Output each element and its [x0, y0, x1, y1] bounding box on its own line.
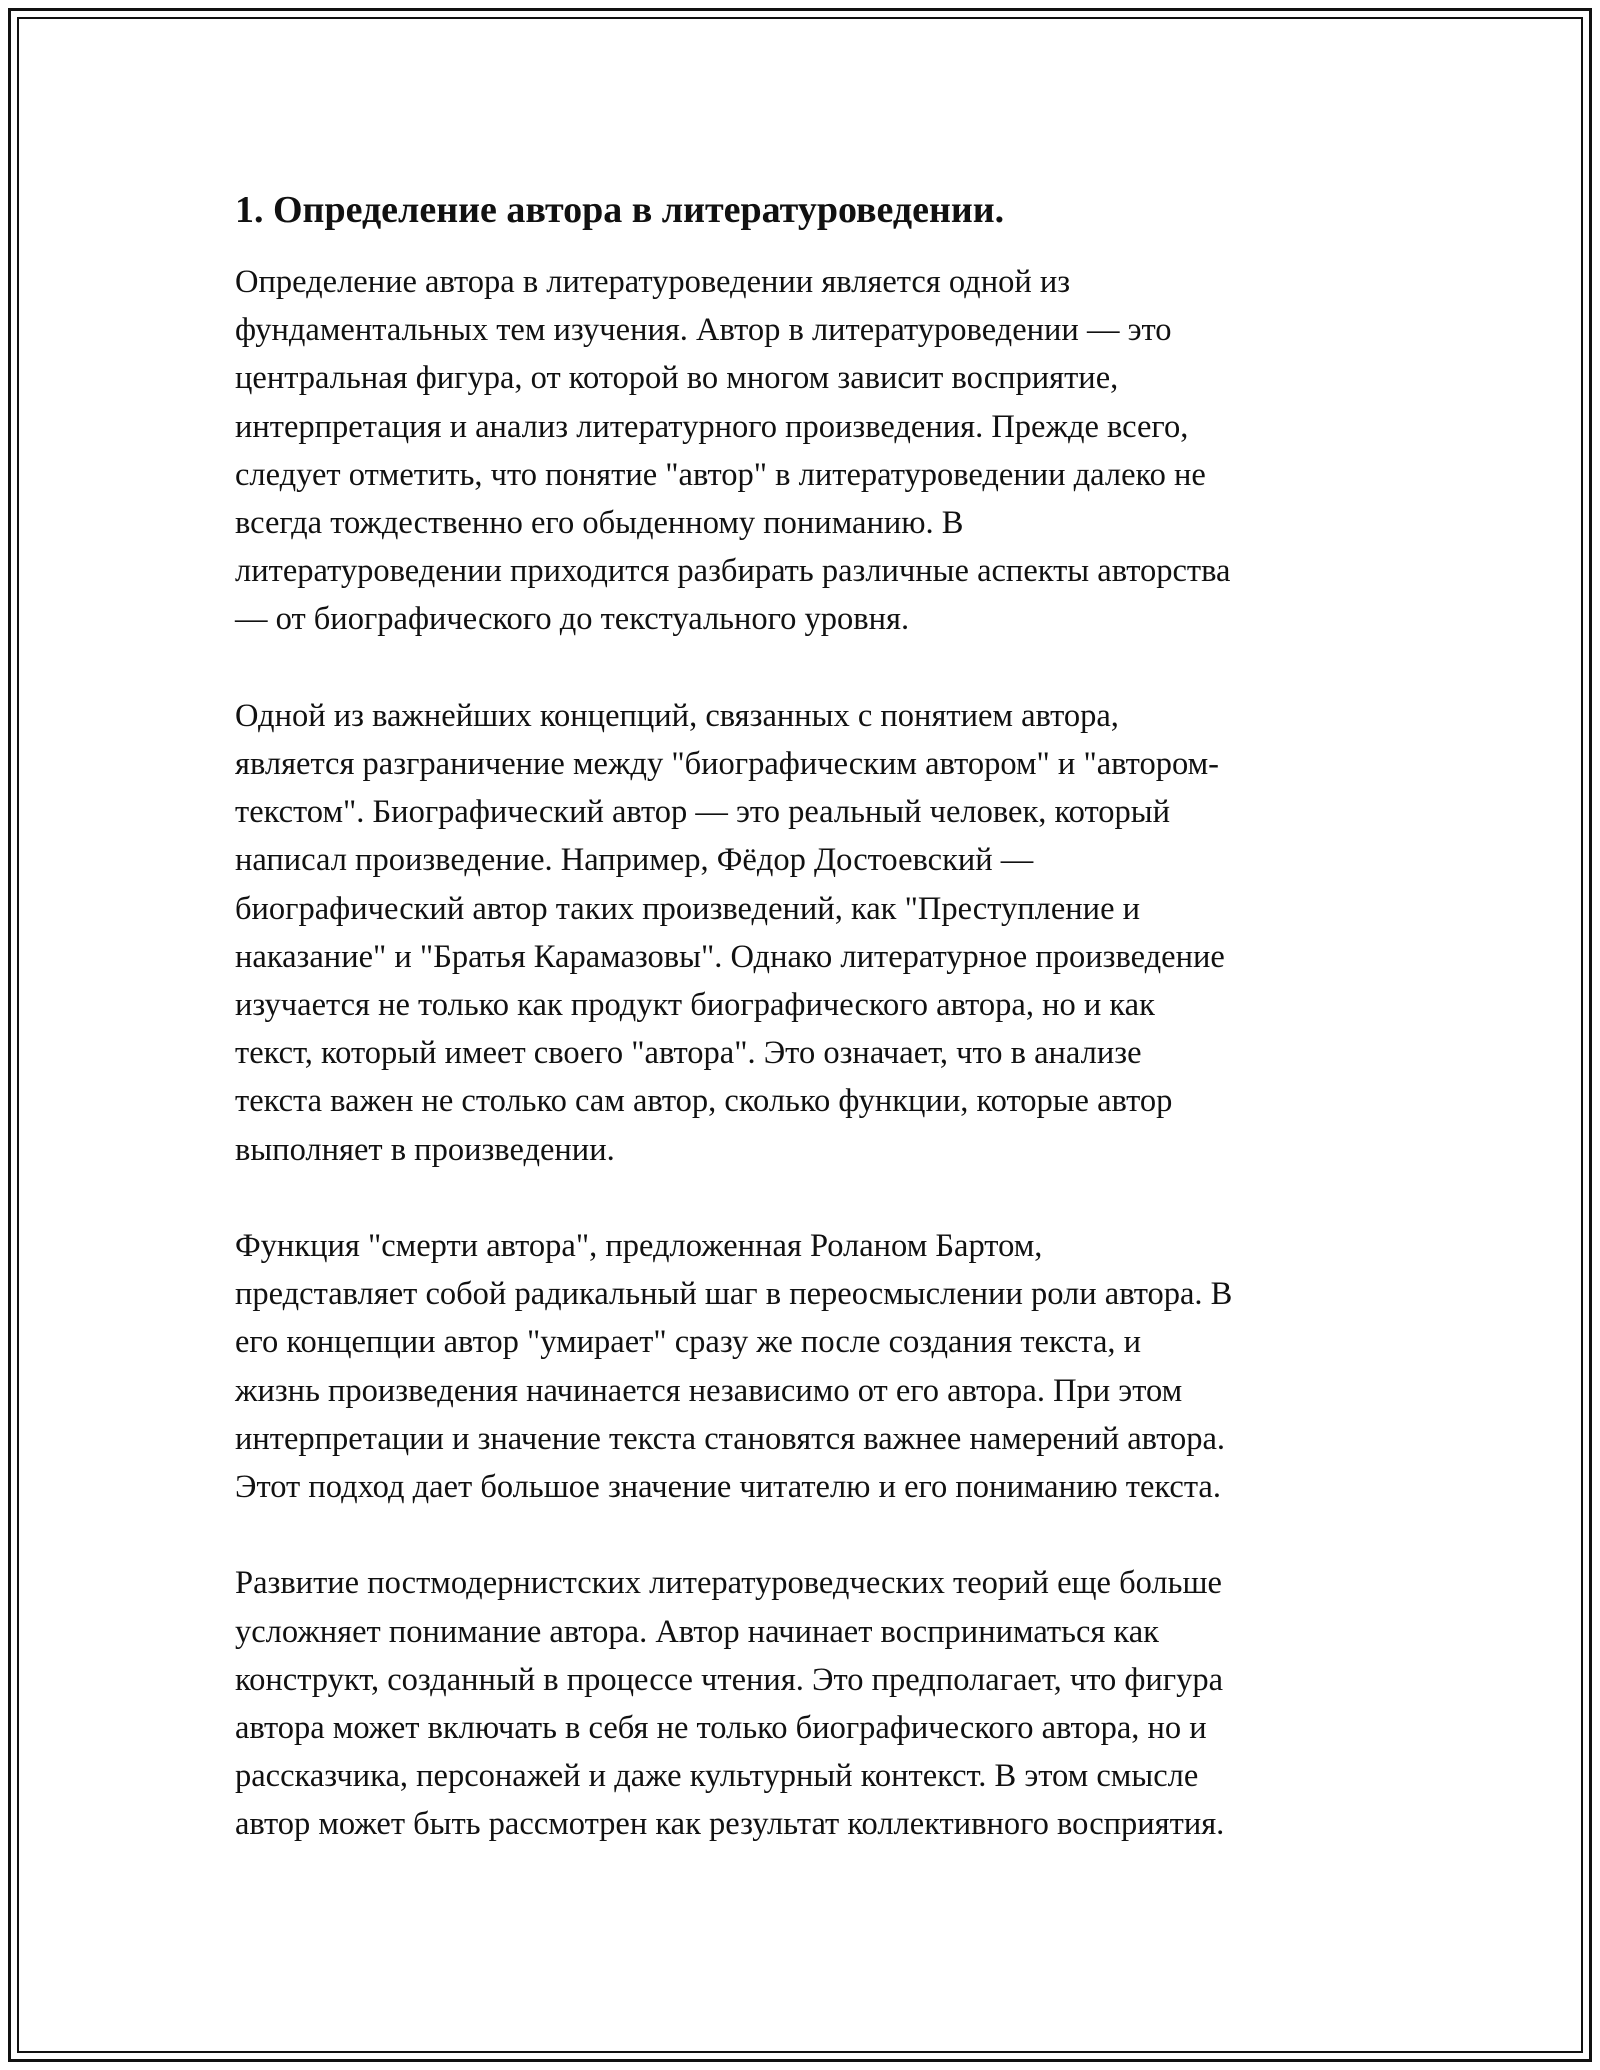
document-body: [235, 186, 1375, 1897]
paragraph-3: Функция "смерти автора", предложенная Роланом Бартом, представляет собой радикальный шаг в переосмыслении роли автора. В его концепции автор "умирает" сразу же после создания текста, и жизнь произведения начинается независимо от его автора. При этом интерпретации и значение текста становятся важнее намерений автора. Этот подход дает большое значение читателю и его пониманию текста.: [235, 1228, 1233, 1506]
paragraph-2: Одной из важнейших концепций, связанных с понятием автора, является разграничение между "биографическим автором" и "автором- текстом". Биографический автор — это реальный человек, который написал произведение. Например, Фёдор Достоевский — биографический автор таких произведений, как "Преступление и наказание" и "Братья Карамазовы". Однако литературное произведение изучается не только как продукт биографического автора, но и как текст, который имеет своего "автора". Это означает, что в анализе текста важен не столько сам автор, сколько функции, которые автор выполняет в произведении.: [235, 697, 1225, 1168]
paragraph-1: Определение автора в литературоведении является одной из фундаментальных тем изучения. Автор в литературоведении — это центральная фигура, от которой во многом зависит восприятие, интерпретация и анализ литературного произведения. Прежде всего, следует отметить, что понятие "автор" в литературоведении далеко не всегда тождественно его обыденному пониманию. В литературоведении приходится разбирать различные аспекты авторства — от биографического до текстуального уровня.: [235, 264, 1231, 638]
paragraph-4: Развитие постмодернистских литературоведческих теорий еще больше усложняет понимание автора. Автор начинает восприниматься как конструкт, созданный в процессе чтения. Это предполагает, что фигура автора может включать в себя не только биографического автора, но и рассказчика, персонажей и даже культурный контекст. В этом смысле автор может быть рассмотрен как результат коллективного восприятия.: [235, 1565, 1225, 1843]
section-heading: 1. Определение автора в литературоведении.: [235, 189, 1005, 231]
